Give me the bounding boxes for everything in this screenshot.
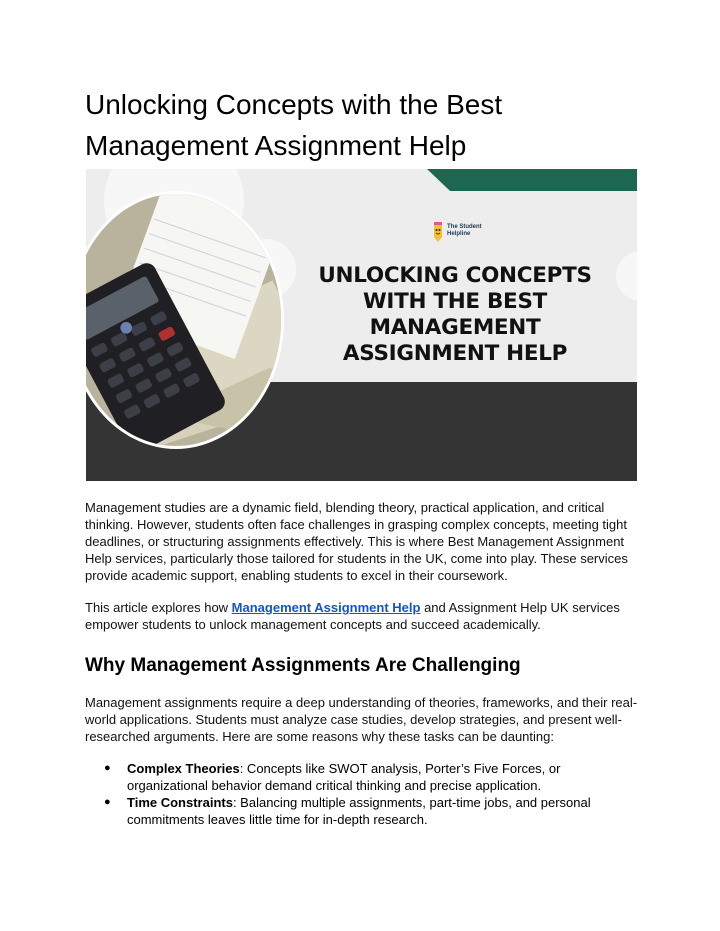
- bullet-icon: ●: [104, 796, 111, 808]
- list-item-text: : Balancing multiple assignments, part-time jobs, and personal commitments leaves little time for in-depth research.: [127, 795, 591, 827]
- banner-image: [86, 169, 637, 481]
- banner-green-stripe: [427, 169, 637, 191]
- section-heading: Why Management Assignments Are Challenging: [85, 655, 521, 676]
- paragraph-text: This article explores how: [85, 600, 232, 615]
- list-item: [85, 760, 640, 794]
- page-title: Unlocking Concepts with the Best Management Assignment Help: [85, 89, 503, 161]
- challenges-list: [85, 760, 640, 828]
- article-paragraph: [85, 599, 640, 633]
- pencil-mascot-icon: [431, 221, 445, 243]
- intro-paragraph: Management studies are a dynamic field, blending theory, practical application, and critical thinking. However, students often face challenges in grasping complex concepts, meeting tight deadlines, or structuring assignments effectively. This is where Best Management Assignment Help services, particularly those tailored for students in the UK, come into play. These services provide academic support, enabling students to excel in their coursework.: [85, 500, 628, 583]
- bullet-icon: ●: [104, 762, 111, 774]
- list-item: [85, 794, 640, 828]
- list-item-term: Complex Theories: [127, 761, 240, 776]
- brand-logo: [431, 221, 491, 247]
- management-assignment-help-link[interactable]: Management Assignment Help: [231, 600, 421, 615]
- list-item-term: Time Constraints: [127, 795, 233, 810]
- section-intro: Management assignments require a deep understanding of theories, frameworks, and their real-world applications. Students must analyze case studies, develop strategies, and present well-researched arguments. Here are some reasons why these tasks can be daunting:: [85, 695, 638, 744]
- list-item-text: : Concepts like SWOT analysis, Porter’s Five Forces, or organizational behavior demand critical thinking and precise application.: [127, 761, 561, 793]
- banner-decor-circle: [616, 251, 637, 301]
- banner-heading: UNLOCKING CONCEPTS WITH THE BEST MANAGEMENT ASSIGNMENT HELP: [318, 263, 592, 366]
- paragraph-text: and Assignment Help UK services empower students to unlock management concepts and succeed academically.: [85, 600, 620, 632]
- brand-name: The Student Helpline: [447, 224, 482, 237]
